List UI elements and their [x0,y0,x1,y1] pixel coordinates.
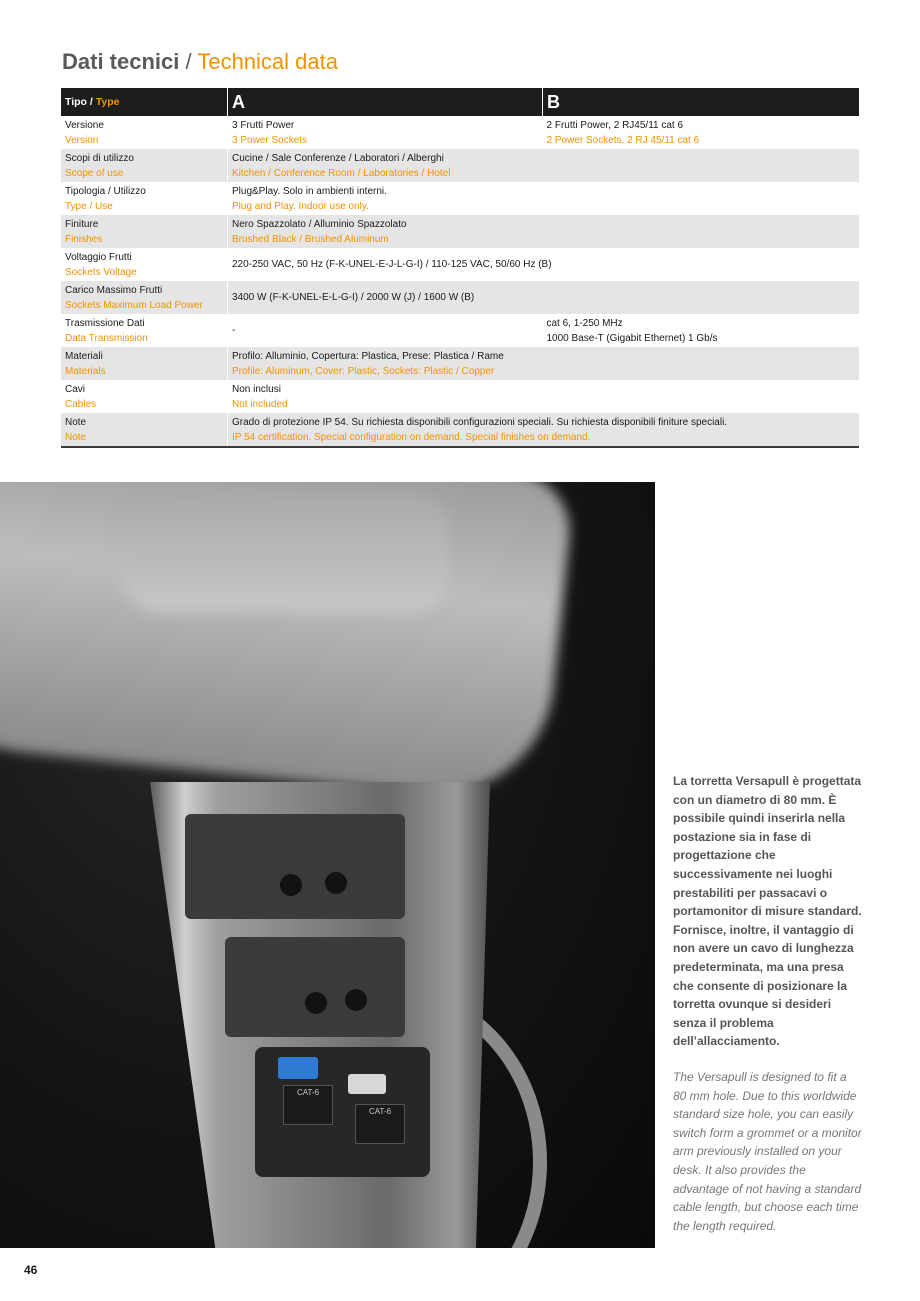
header-type-en: Type [95,96,120,108]
cap-button [120,492,450,612]
value-a-it: 3 Frutti Power [232,119,295,131]
socket-hole [305,992,327,1014]
row-label [61,149,228,182]
value-it: Non inclusi [232,383,281,395]
title-italian: Dati tecnici [62,49,180,74]
row-label-it: Note [65,416,87,428]
row-label-it: Voltaggio Frutti [65,251,132,263]
product-photo [0,482,655,1248]
rj45-port: CAT-6 [283,1085,333,1125]
table-row [61,380,859,413]
row-value-a: - [232,325,236,336]
value-a-en: 3 Power Sockets [232,134,308,146]
header-col-b: B [543,88,860,116]
row-label [61,215,228,248]
value-b-line1: cat 6, 1-250 MHz [546,317,623,329]
row-label-en: Cables [65,398,97,410]
header-col-a: A [228,88,543,116]
page-title [62,48,338,76]
title-separator: / [179,49,198,74]
table-header-row [61,88,859,116]
value-it: Nero Spazzolato / Alluminio Spazzolato [232,218,407,230]
row-label [61,116,228,149]
value-it: Cucine / Sale Conferenze / Laboratori / Alberghi [232,152,444,164]
socket-hole [280,874,302,896]
description-english: The Versapull is designed to fit a 80 mm hole. Due to this worldwide standard size hole, you can easily switch form a grommet or a monitor arm previously installed on your desk. It also provides the advantage of not having a standard cable length, but choose each time the length required. [673,1070,862,1233]
row-value-b [543,314,860,347]
row-label [61,347,228,380]
table-row [61,149,859,182]
page-number: 46 [24,1263,38,1277]
row-label-en: Note [65,431,87,443]
row-label-en: Scope of use [65,167,124,179]
value-en: Profile: Aluminum, Cover: Plastic, Sockets: Plastic / Copper [232,365,495,377]
table-row [61,182,859,215]
row-value [228,149,860,182]
row-value [228,380,860,413]
row-label-en: Version [65,134,99,146]
row-label-en: Sockets Voltage [65,266,137,278]
value-en: Brushed Black / Brushed Aluminum [232,233,389,245]
socket-hole [325,872,347,894]
description-italian: La torretta Versapull è progettata con un diametro di 80 mm. È possibile quindi inserirla nella postazione sia in fase di progettazione che successivamente nei luoghi prestabiliti per passacavi o portamonitor di misure standard. Fornisce, inoltre, il vantaggio di non avere un cavo di lunghezza predeterminata, ma una presa che consente di posizionare la torretta ovunque si desideri senza il problema dell’allacciamento. [673,774,862,1049]
row-label-it: Finiture [65,218,99,230]
value-it: Profilo: Alluminio, Copertura: Plastica, Prese: Plastica / Rame [232,350,504,362]
table-row [61,347,859,380]
table-row [61,281,859,314]
row-label-it: Scopi di utilizzo [65,152,134,164]
value-en: Plug and Play. Indoor use only. [232,200,369,212]
value-it: Plug&Play. Solo in ambienti interni. [232,185,387,197]
value-b-it: 2 Frutti Power, 2 RJ45/11 cat 6 [546,119,684,131]
header-type-slash: / [86,96,96,108]
table-row [61,413,859,447]
row-label [61,380,228,413]
row-label-it: Carico Massimo Frutti [65,284,163,296]
row-label-en: Sockets Maximum Load Power [65,299,203,311]
row-label-en: Finishes [65,233,103,245]
row-label-it: Tipologia / Utilizzo [65,185,146,197]
title-english: Technical data [197,49,338,74]
table-row [61,215,859,248]
row-label-en: Type / Use [65,200,113,212]
row-label [61,413,228,447]
row-label [61,182,228,215]
socket-hole [345,989,367,1011]
row-label-en: Materials [65,365,106,377]
header-type [61,88,228,116]
value-en: IP 54 certification. Special configuration on demand. Special finishes on demand. [232,431,591,443]
row-label-it: Versione [65,119,104,131]
row-value [228,182,860,215]
row-value [228,215,860,248]
table-row [61,116,859,149]
rj45-port: CAT-6 [355,1104,405,1144]
value-it: Grado di protezione IP 54. Su richiesta disponibili configurazioni speciali. Su richiesta disponibili finiture speciali. [232,416,728,428]
technical-data-table [61,88,859,448]
row-label [61,248,228,281]
row-value-a [228,116,543,149]
value-en: Not included [232,398,288,410]
row-label [61,281,228,314]
row-label-en: Data Transmission [65,332,148,344]
blue-port-cover [278,1057,318,1079]
power-socket-top [185,814,405,919]
row-value-b [543,116,860,149]
row-value: 220-250 VAC, 50 Hz (F-K-UNEL-E-J-L-G-I) / 110-125 VAC, 50/60 Hz (B) [232,259,552,270]
value-b-en: 2 Power Sockets, 2 RJ 45/11 cat 6 [546,134,700,146]
row-label-it: Cavi [65,383,86,395]
value-b-line2: 1000 Base-T (Gigabit Ethernet) 1 Gb/s [546,332,718,344]
header-type-it: Tipo [65,96,87,108]
row-value: 3400 W (F-K-UNEL-E-L-G-I) / 2000 W (J) / 1600 W (B) [228,281,860,314]
value-en: Kitchen / Conference Room / Laboratories / Hotel [232,167,451,179]
row-label-it: Trasmissione Dati [65,317,145,329]
table-row [61,248,859,281]
row-value [228,347,860,380]
row-value [228,413,860,447]
table-row [61,314,859,347]
power-socket-bottom [225,937,405,1037]
row-label-it: Materiali [65,350,103,362]
white-port-cover [348,1074,386,1094]
row-label [61,314,228,347]
